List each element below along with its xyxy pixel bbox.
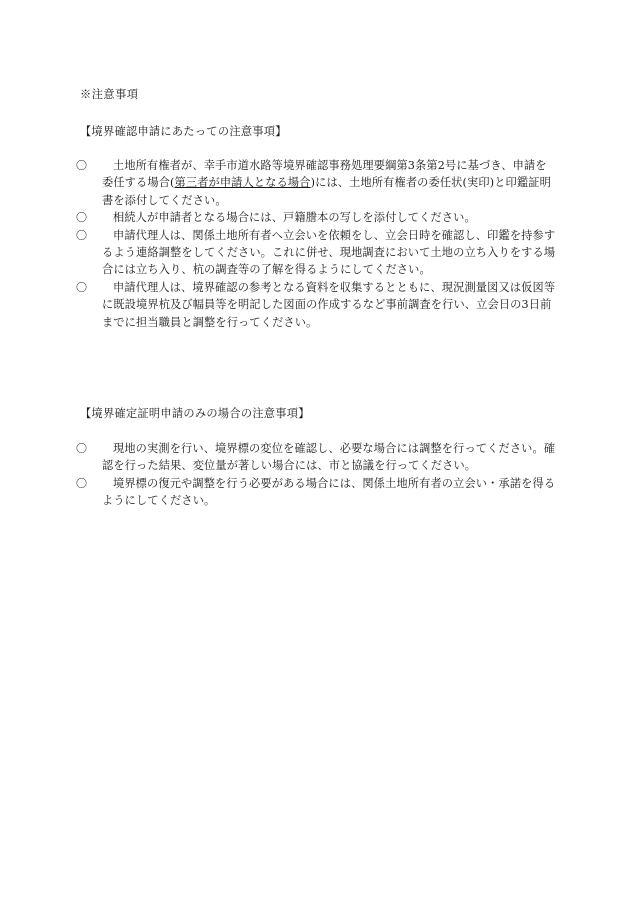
item-text-part: )には、土地所有権者の委任状(実印)と印鑑証明書を添付してください。 bbox=[102, 176, 551, 207]
circle-marker-icon: 〇 bbox=[76, 228, 87, 242]
section1-item-list bbox=[76, 157, 556, 331]
list-item bbox=[76, 227, 556, 279]
notice-title: ※注意事項 bbox=[80, 88, 139, 101]
list-item-text: 申請代理人は、境界確認の参考となる資料を収集するとともに、現況測量図又は仮図等に既設境界杭及び幅員等を明記した図面の作成するなど事前調査を行い、立会日の3日前までに担当職員と調整を行ってください。 bbox=[102, 280, 556, 329]
circle-marker-icon: 〇 bbox=[76, 211, 87, 225]
underlined-text: 第三者が申請人となる場合 bbox=[174, 176, 311, 190]
circle-marker-icon: 〇 bbox=[76, 476, 87, 490]
list-item bbox=[76, 475, 556, 510]
list-item-text: 申請代理人は、関係土地所有者へ立会いを依頼をし、立会日時を確認し、印鑑を持参するよう連絡調整をしてください。これに併せ、現地調査において土地の立ち入りをする場合には立ち入り、杭の調査等の了解を得るようにしてください。 bbox=[102, 228, 556, 277]
circle-marker-icon: 〇 bbox=[76, 442, 87, 455]
list-item bbox=[76, 209, 556, 226]
circle-marker-icon: 〇 bbox=[76, 280, 87, 294]
list-item-text: 現地の実測を行い、境界標の変位を確認し、必要な場合には調整を行ってください。確認を行った結果、変位量が著しい場合には、市と協議を行ってください。 bbox=[102, 442, 556, 473]
list-item-text bbox=[88, 157, 556, 209]
section-heading-boundary-confirmation: 【境界確認申請にあたっての注意事項】 bbox=[80, 125, 287, 138]
item-text-part: 土地所有権者が、幸手市道水路等境界確認事務処理要綱第3条第2号に基づき、申請を委任する場合( bbox=[102, 159, 547, 190]
list-item-text: 境界標の復元や調整を行う必要がある場合には、関係土地所有者の立会い・承諾を得るようにしてください。 bbox=[102, 476, 556, 508]
list-item bbox=[76, 279, 556, 331]
section-heading-boundary-certification: 【境界確定証明申請のみの場合の注意事項】 bbox=[80, 407, 310, 420]
list-item bbox=[76, 157, 556, 209]
list-item-text: 相続人が申請者となる場合には、戸籍謄本の写しを添付してください。 bbox=[113, 211, 476, 225]
list-item bbox=[76, 440, 556, 475]
circle-marker-icon: 〇 bbox=[76, 159, 87, 172]
section2-item-list bbox=[76, 440, 556, 510]
